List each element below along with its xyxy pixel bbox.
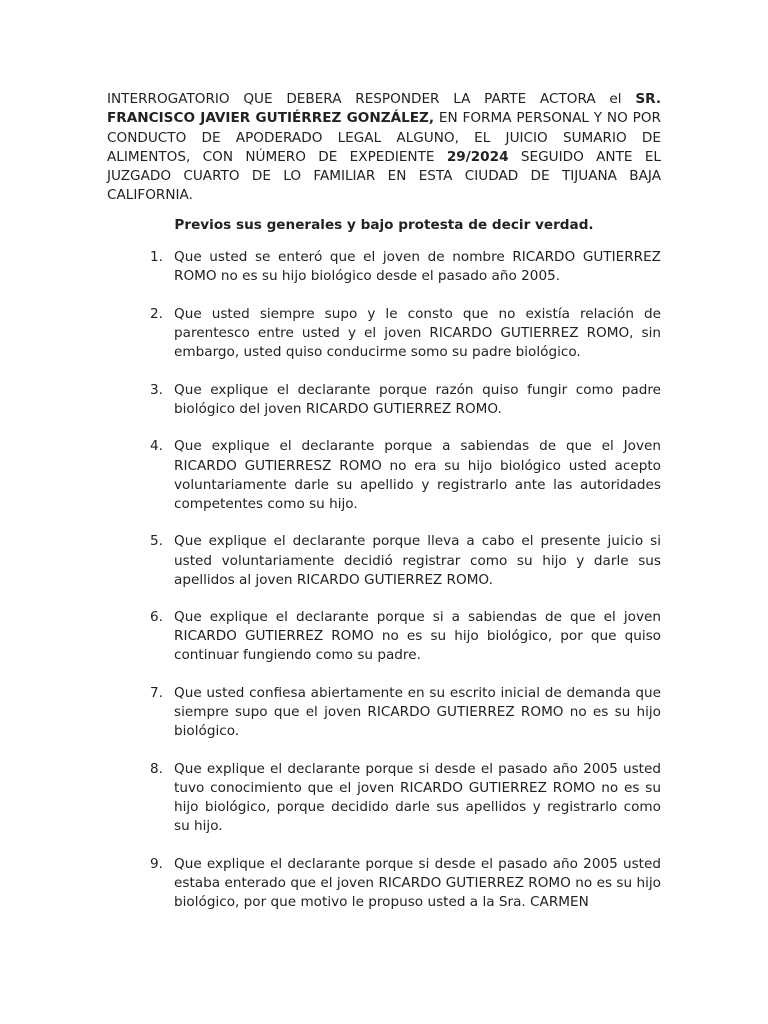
intro-text-1: INTERROGATORIO QUE DEBERA RESPONDER LA PARTE ACTORA el xyxy=(107,91,636,107)
list-item xyxy=(150,437,661,513)
question-number: 1. xyxy=(150,249,163,265)
list-item xyxy=(150,532,661,589)
list-item xyxy=(150,760,661,836)
question-text: Que usted siempre supo y le consto que no existía relación de parentesco entre usted y el joven RICARDO GUTIERREZ ROMO, sin embargo, usted quiso conducirme somo su padre biológico. xyxy=(174,305,661,360)
question-number: 4. xyxy=(150,438,163,455)
question-text: Que explique el declarante porque si desde el pasado año 2005 usted tuvo conocimiento que el joven RICARDO GUTIERREZ ROMO no es su hijo biológico, porque decidido darle sus apellidos y registrarlo como su hijo. xyxy=(174,761,661,835)
question-number: 3. xyxy=(150,381,163,398)
list-item xyxy=(150,855,661,912)
question-number: 2. xyxy=(150,305,163,322)
intro-paragraph xyxy=(107,90,661,206)
question-number: 8. xyxy=(150,761,163,778)
question-text: Que explique el declarante porque lleva a cabo el presente juicio si usted voluntariamente decidió registrar como su hijo y darle sus apellidos al joven RICARDO GUTIERREZ ROMO. xyxy=(174,533,661,588)
question-text: Que usted confiesa abiertamente en su escrito inicial de demanda que siempre supo que el joven RICARDO GUTIERREZ ROMO no es su hijo biológico. xyxy=(174,685,661,740)
list-item xyxy=(150,684,661,741)
question-number: 9. xyxy=(150,856,163,872)
oath-subheading: Previos sus generales y bajo protesta de decir verdad. xyxy=(174,217,594,233)
questions-list xyxy=(150,248,661,931)
question-number: 6. xyxy=(150,609,163,626)
intro-plaintiff-name: SR. FRANCISCO JAVIER GUTIÉRREZ GONZÁLEZ, xyxy=(107,91,661,127)
question-text: Que usted se enteró que el joven de nombre RICARDO GUTIERREZ ROMO no es su hijo biológico desde el pasado año 2005. xyxy=(174,249,661,285)
question-text: Que explique el declarante porque razón quiso fungir como padre biológico del joven RICARDO GUTIERREZ ROMO. xyxy=(174,381,661,417)
question-text: Que explique el declarante porque a sabiendas de que el Joven RICARDO GUTIERRESZ ROMO no era su hijo biológico usted acepto voluntariamente darle su apellido y registrarlo ante las autoridades competentes como su hijo. xyxy=(174,438,661,512)
question-number: 5. xyxy=(150,533,163,550)
list-item xyxy=(150,248,661,286)
question-number: 7. xyxy=(150,685,163,702)
intro-text-2: EN FORMA PERSONAL Y NO POR CONDUCTO DE APODERADO LEGAL ALGUNO, EL JUICIO SUMARIO DE ALIMENTOS, CON NÚMERO DE EXPEDIENTE xyxy=(107,110,661,165)
list-item xyxy=(150,381,661,419)
intro-text-3: SEGUIDO ANTE EL JUZGADO CUARTO DE LO FAMILIAR EN ESTA CIUDAD DE TIJUANA BAJA CALIFORNIA. xyxy=(107,148,661,204)
intro-case-number: 29/2024 xyxy=(446,148,509,165)
question-text: Que explique el declarante porque si a sabiendas de que el joven RICARDO GUTIERREZ ROMO no es su hijo biológico, por que quiso continuar fungiendo como su padre. xyxy=(174,609,661,664)
question-text: Que explique el declarante porque si desde el pasado año 2005 usted estaba enterado que el joven RICARDO GUTIERREZ ROMO no es su hijo biológico, por que motivo le propuso usted a la Sra. CARMEN xyxy=(174,856,661,911)
list-item xyxy=(150,305,661,362)
list-item xyxy=(150,608,661,665)
